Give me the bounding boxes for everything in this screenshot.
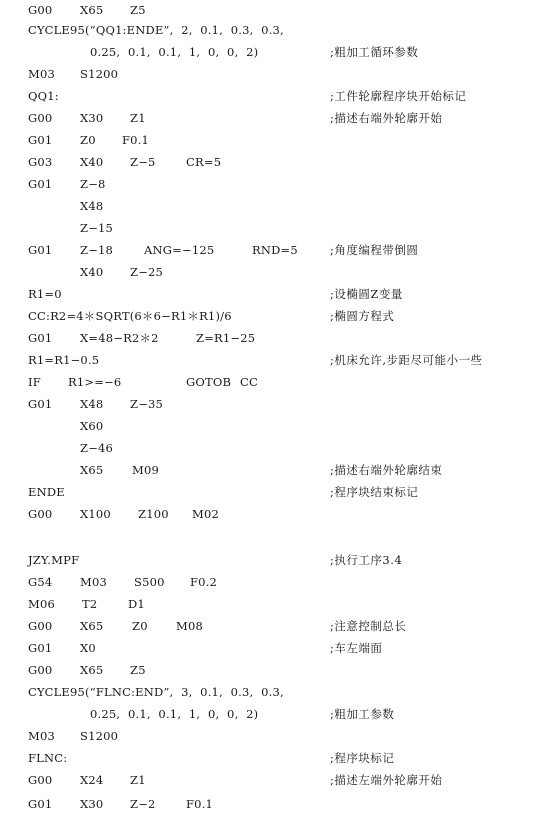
code-line xyxy=(0,594,544,614)
code-word: G01 xyxy=(28,397,53,411)
code-comment: ;角度编程带倒圆 xyxy=(330,243,419,257)
code-word: D1 xyxy=(128,597,145,611)
code-line xyxy=(0,174,544,194)
code-word: S1200 xyxy=(80,729,119,743)
code-line xyxy=(0,572,544,592)
code-line xyxy=(0,350,544,370)
code-word: X48 xyxy=(80,199,104,213)
code-word: Z1 xyxy=(130,111,146,125)
code-line xyxy=(0,726,544,746)
code-word: M09 xyxy=(132,463,160,477)
code-line xyxy=(0,0,544,20)
code-line xyxy=(0,638,544,658)
code-comment: ;描述右端外轮廓结束 xyxy=(330,463,443,477)
code-word: R1=0 xyxy=(28,287,62,301)
code-word: G01 xyxy=(28,133,53,147)
code-word: CYCLE95(“QQ1:ENDE”, 2, 0.1, 0.3, 0.3, xyxy=(28,23,284,37)
code-word: Z−25 xyxy=(130,265,164,279)
code-word: Z−15 xyxy=(80,221,114,235)
code-line xyxy=(0,64,544,84)
code-line xyxy=(0,218,544,238)
code-line xyxy=(0,108,544,128)
code-word: G01 xyxy=(28,641,53,655)
code-word: G00 xyxy=(28,663,53,677)
code-word: CR=5 xyxy=(186,155,222,169)
code-word: F0.2 xyxy=(190,575,218,589)
code-line xyxy=(0,460,544,480)
code-word: R1>=−6 xyxy=(68,375,122,389)
code-word: X24 xyxy=(80,773,104,787)
code-word: X30 xyxy=(80,111,104,125)
code-word: 0.25, 0.1, 0.1, 1, 0, 0, 2) xyxy=(90,45,259,59)
code-comment: ;机床允许,步距尽可能小一些 xyxy=(330,353,483,367)
code-line xyxy=(0,328,544,348)
code-comment: ;工件轮廓程序块开始标记 xyxy=(330,89,467,103)
code-line xyxy=(0,372,544,392)
code-word: G00 xyxy=(28,619,53,633)
code-word: X48 xyxy=(80,397,104,411)
code-word: Z−2 xyxy=(130,797,156,811)
code-word: G01 xyxy=(28,243,53,257)
code-line xyxy=(0,770,544,790)
code-line xyxy=(0,240,544,260)
code-line xyxy=(0,262,544,282)
code-word: Z100 xyxy=(138,507,169,521)
code-word: RND=5 xyxy=(252,243,298,257)
code-word: G00 xyxy=(28,773,53,787)
code-word: S500 xyxy=(134,575,165,589)
code-line xyxy=(0,550,544,570)
code-comment: ;描述左端外轮廓开始 xyxy=(330,773,443,787)
code-line xyxy=(0,416,544,436)
code-line xyxy=(0,616,544,636)
code-line xyxy=(0,682,544,702)
code-comment: ;注意控制总长 xyxy=(330,619,407,633)
code-word: ANG=−125 xyxy=(144,243,215,257)
code-comment: ;描述右端外轮廓开始 xyxy=(330,111,443,125)
code-line xyxy=(0,704,544,724)
code-word: X100 xyxy=(80,507,111,521)
code-word: X65 xyxy=(80,619,104,633)
code-word: X60 xyxy=(80,419,104,433)
code-comment: ;执行工序3.4 xyxy=(330,553,403,567)
code-word: Z5 xyxy=(130,663,146,677)
code-word: F0.1 xyxy=(186,797,214,811)
code-line xyxy=(0,482,544,502)
code-word: Z−18 xyxy=(80,243,114,257)
code-word: X40 xyxy=(80,155,104,169)
code-word: G00 xyxy=(28,111,53,125)
code-word: G54 xyxy=(28,575,53,589)
code-word: Z−8 xyxy=(80,177,106,191)
code-line xyxy=(0,794,544,814)
code-word: M02 xyxy=(192,507,220,521)
code-comment: ;粗加工参数 xyxy=(330,707,395,721)
code-word: M06 xyxy=(28,597,56,611)
code-word: M03 xyxy=(28,729,56,743)
code-word: Z−5 xyxy=(130,155,156,169)
code-word: QQ1: xyxy=(28,89,59,103)
code-line xyxy=(0,20,544,40)
code-line xyxy=(0,438,544,458)
code-word: ENDE xyxy=(28,485,65,499)
code-word: M08 xyxy=(176,619,204,633)
code-word: G01 xyxy=(28,331,53,345)
code-word: CC:R2=4＊SQRT(6＊6−R1＊R1)/6 xyxy=(28,309,232,323)
code-word: 0.25, 0.1, 0.1, 1, 0, 0, 2) xyxy=(90,707,259,721)
code-word: S1200 xyxy=(80,67,119,81)
code-line xyxy=(0,394,544,414)
code-word: JZY.MPF xyxy=(28,553,80,567)
code-word: X65 xyxy=(80,463,104,477)
code-line xyxy=(0,130,544,150)
code-comment: ;设椭圆Z变量 xyxy=(330,287,403,301)
code-word: T2 xyxy=(82,597,98,611)
code-line xyxy=(0,196,544,216)
code-word: G00 xyxy=(28,3,53,17)
code-line xyxy=(0,504,544,524)
code-word: F0.1 xyxy=(122,133,150,147)
code-line xyxy=(0,306,544,326)
code-word: M03 xyxy=(80,575,108,589)
code-word: Z0 xyxy=(132,619,148,633)
code-word: G03 xyxy=(28,155,53,169)
code-word: X30 xyxy=(80,797,104,811)
code-word: Z1 xyxy=(130,773,146,787)
code-line xyxy=(0,748,544,768)
code-comment: ;车左端面 xyxy=(330,641,383,655)
code-word: X0 xyxy=(80,641,96,655)
code-comment: ;粗加工循环参数 xyxy=(330,45,419,59)
code-comment: ;程序块结束标记 xyxy=(330,485,419,499)
code-word: GOTOB xyxy=(186,375,232,389)
code-line xyxy=(0,284,544,304)
code-word: CYCLE95(“FLNC:END”, 3, 0.1, 0.3, 0.3, xyxy=(28,685,284,699)
code-word: X65 xyxy=(80,663,104,677)
code-line xyxy=(0,42,544,62)
code-word: X=48−R2＊2 xyxy=(80,331,159,345)
code-line xyxy=(0,86,544,106)
code-word: FLNC: xyxy=(28,751,68,765)
code-word: Z=R1−25 xyxy=(196,331,256,345)
code-word: IF xyxy=(28,375,41,389)
code-word: CC xyxy=(240,375,258,389)
code-word: Z−35 xyxy=(130,397,164,411)
code-word: Z0 xyxy=(80,133,96,147)
code-word: R1=R1−0.5 xyxy=(28,353,100,367)
code-word: G01 xyxy=(28,797,53,811)
code-word: X40 xyxy=(80,265,104,279)
code-word: M03 xyxy=(28,67,56,81)
code-word: G00 xyxy=(28,507,53,521)
code-line xyxy=(0,152,544,172)
code-line xyxy=(0,660,544,680)
code-comment: ;椭圆方程式 xyxy=(330,309,395,323)
code-word: Z−46 xyxy=(80,441,114,455)
code-word: X65 xyxy=(80,3,104,17)
code-comment: ;程序块标记 xyxy=(330,751,395,765)
code-word: Z5 xyxy=(130,3,146,17)
code-word: G01 xyxy=(28,177,53,191)
